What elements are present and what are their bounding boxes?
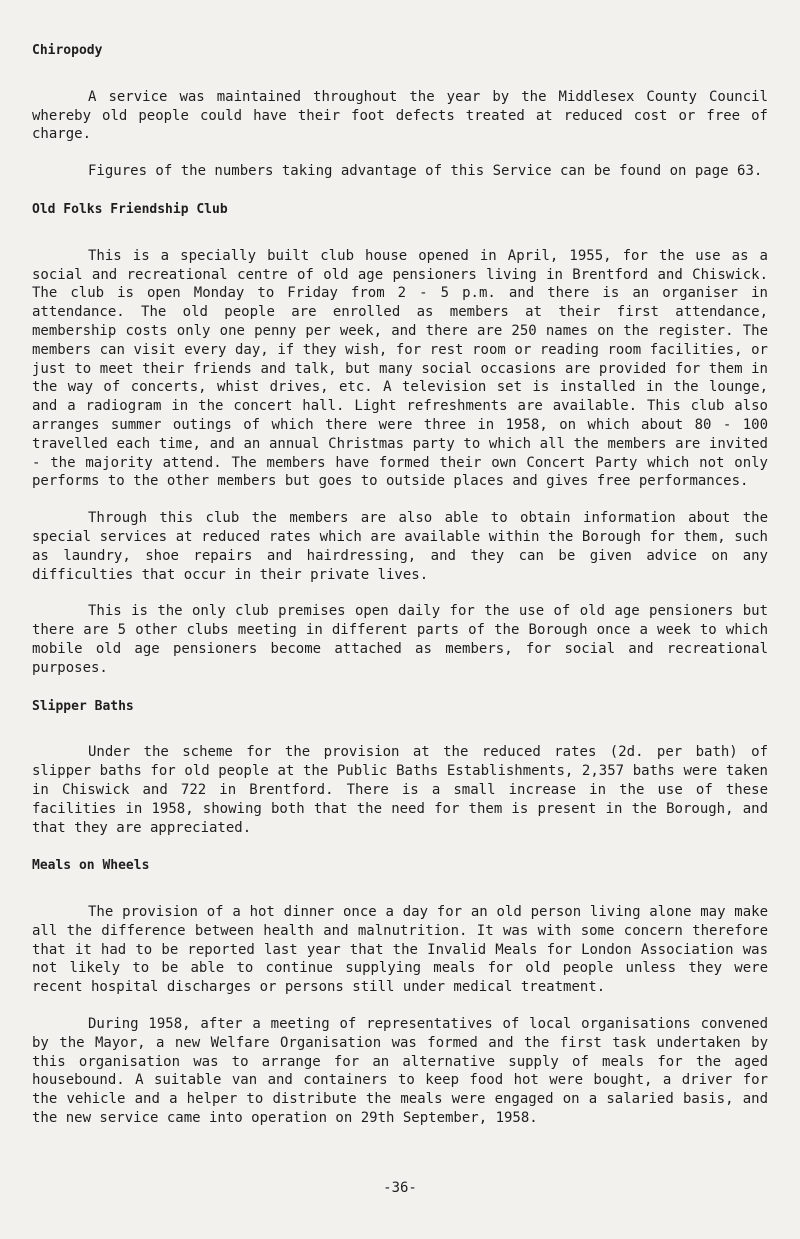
section-heading-slipper-baths: Slipper Baths — [32, 698, 134, 714]
paragraph: Under the scheme for the provision at the reduced rates (2d. per bath) of slipper baths for old people at the Public Baths Establishments, 2,357 baths were taken in Chiswick and 722 in Brentford. There is a small increase in the use of these facilities in 1958, showing both that the need for them is present in the Borough, and that they are appreciated. — [32, 744, 768, 836]
paragraph: A service was maintained throughout the year by the Middlesex County Council whereby old people could have their foot defects treated at reduced cost or free of charge. — [32, 88, 768, 143]
page-number: -36- — [383, 1180, 417, 1196]
paragraph: Through this club the members are also able to obtain information about the special services at reduced rates which are available within the Borough for them, such as laundry, shoe repairs and hairdressing, and they can be given advice on any difficulties that occur in their private lives. — [32, 510, 768, 583]
paragraph: This is the only club premises open daily for the use of old age pensioners but there are 5 other clubs meeting in different parts of the Borough once a week to which mobile old age pensioners become attached as members, for social and recreational purposes. — [32, 603, 768, 676]
section-heading-meals-on-wheels: Meals on Wheels — [32, 858, 150, 874]
paragraph: This is a specially built club house opened in April, 1955, for the use as a social and recreational centre of old age pensioners living in Brentford and Chiswick. The club is open Monday to Friday from 2 - 5 p.m. and there is an organiser in attendance. The old people are enrolled as members at their first attendance, membership costs only one penny per week, and there are 250 names on the register. The members can visit every day, if they wish, for rest room or reading room facilities, or just to meet their friends and talk, but many social occasions are provided for them in the way of concerts, whist drives, etc. A television set is installed in the lounge, and a radiogram in the concert hall. Light refreshments are available. This club also arranges summer outings of which there were three in 1958, on which about 80 - 100 travelled each time, and an annual Christmas party to which all the members are invited - the majority attend. The members have formed their own Concert Party which not only performs to the other members but goes to outside places and gives free performances. — [32, 247, 768, 490]
paragraph: Figures of the numbers taking advantage of this Service can be found on page 63. — [88, 163, 763, 180]
section-heading-old-folks-friendship-club: Old Folks Friendship Club — [32, 201, 228, 217]
document-page — [32, 42, 768, 1128]
paragraph: The provision of a hot dinner once a day for an old person living alone may make all the difference between health and malnutrition. It was with some concern therefore that it had to be reported last year that the Invalid Meals for London Association was not likely to be able to continue supplying meals for old people unless they were recent hospital discharges or persons still under medical treatment. — [32, 904, 768, 996]
section-heading-chiropody: Chiropody — [32, 43, 103, 58]
paragraph: During 1958, after a meeting of representatives of local organisations convened by the Mayor, a new Welfare Organisation was formed and the first task undertaken by this organisation was to arrange for an alternative supply of meals for the aged housebound. A suitable van and containers to keep food hot were bought, a driver for the vehicle and a helper to distribute the meals were engaged on a salaried basis, and the new service came into operation on 29th September, 1958. — [32, 1016, 768, 1127]
